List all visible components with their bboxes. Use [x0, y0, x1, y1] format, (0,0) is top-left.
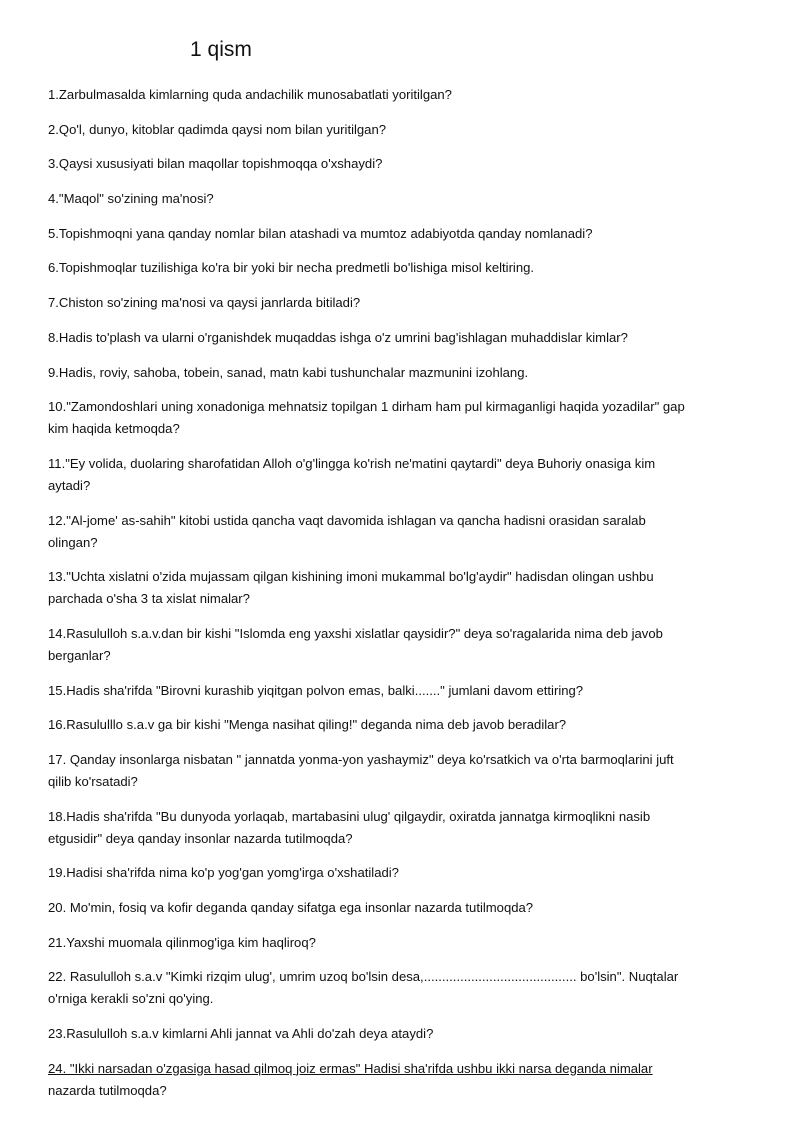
- page-title: 1 qism: [190, 38, 252, 61]
- question-list: [48, 84, 688, 1115]
- question-13: 13."Uchta xislatni o'zida mujassam qilgan kishining imoni mukammal bo'lg'aydir" hadisdan olingan ushbu parchada o'sha 3 ta xislat nimalar?: [48, 569, 654, 607]
- question-9: 9.Hadis, roviy, sahoba, tobein, sanad, matn kabi tushunchalar mazmunini izohlang.: [48, 364, 529, 380]
- question-14: 14.Rasululloh s.a.v.dan bir kishi "Islomda eng yaxshi xislatlar qaysidir?" deya so'ragalarida nima deb javob berganlar?: [48, 625, 663, 663]
- question-18: 18.Hadis sha'rifda "Bu dunyoda yorlaqab, martabasini ulug' qilgaydir, oxiratda jannatga kirmoqlikni nasib etgusidir" deya qanday insonlar nazarda tutilmoqda?: [48, 808, 651, 846]
- question-24-line-1: 24. "Ikki narsadan o'zgasiga hasad qilmoq joiz ermas" Hadisi sha'rifda ushbu ikki narsa deganda nimalar: [48, 1060, 653, 1076]
- question-19: 19.Hadisi sha'rifda nima ko'p yog'gan yomg'irga o'xshatiladi?: [48, 865, 399, 881]
- question-3: 3.Qaysi xususiyati bilan maqollar topishmoqqa o'xshaydi?: [48, 156, 383, 172]
- question-6: 6.Topishmoqlar tuzilishiga ko'ra bir yoki bir necha predmetli bo'lishiga misol keltiring.: [48, 260, 535, 276]
- question-1: 1.Zarbulmasalda kimlarning quda andachilik munosabatlati yoritilgan?: [48, 87, 452, 102]
- question-20: 20. Mo'min, fosiq va kofir deganda qanday sifatga ega insonlar nazarda tutilmoqda?: [48, 900, 534, 916]
- question-7: 7.Chiston so'zining ma'nosi va qaysi janrlarda bitiladi?: [48, 295, 361, 311]
- question-2: 2.Qo'l, dunyo, kitoblar qadimda qaysi nom bilan yuritilgan?: [48, 121, 387, 137]
- question-5: 5.Topishmoqni yana qanday nomlar bilan atashadi va mumtoz adabiyotda qanday nomlanadi?: [48, 225, 593, 241]
- question-4: 4."Maqol" so'zining ma'nosi?: [48, 191, 214, 207]
- question-12: 12."Al-jome' as-sahih" kitobi ustida qancha vaqt davomida ishlagan va qancha hadisni orasidan saralab olingan?: [48, 512, 646, 550]
- question-24: [48, 1058, 688, 1102]
- question-16: 16.Rasululllo s.a.v ga bir kishi "Menga nasihat qiling!" deganda nima deb javob beradilar?: [48, 717, 567, 733]
- question-23: 23.Rasululloh s.a.v kimlarni Ahli jannat va Ahli do'zah deya ataydi?: [48, 1026, 434, 1042]
- question-24-line-2: nazarda tutilmoqda?: [48, 1082, 167, 1098]
- question-22: 22. Rasululloh s.a.v "Kimki rizqim ulug', umrim uzoq bo'lsin desa,.......................................... bo'lsin". Nuqtalar o'rniga kerakli so'zni qo'ying.: [48, 969, 679, 1007]
- question-11: 11."Ey volida, duolaring sharofatidan Alloh o'g'lingga ko'rish ne'matini qaytardi" deya Buhoriy onasiga kim aytadi?: [48, 455, 656, 493]
- question-8: 8.Hadis to'plash va ularni o'rganishdek muqaddas ishga o'z umrini bag'ishlagan muhaddislar kimlar?: [48, 329, 628, 345]
- question-21: 21.Yaxshi muomala qilinmog'iga kim haqliroq?: [48, 934, 316, 950]
- question-17: 17. Qanday insonlarga nisbatan " jannatda yonma-yon yashaymiz" deya ko'rsatkich va o'rta barmoqlarini juft qilib ko'rsatadi?: [48, 752, 674, 789]
- question-10: 10."Zamondoshlari uning xonadoniga mehnatsiz topilgan 1 dirham ham pul kirmaganligi haqida yozadilar" gap kim haqida ketmoqda?: [48, 399, 685, 437]
- question-15: 15.Hadis sha'rifda "Birovni kurashib yiqitgan polvon emas, balki......." jumlani davom ettiring?: [48, 682, 584, 698]
